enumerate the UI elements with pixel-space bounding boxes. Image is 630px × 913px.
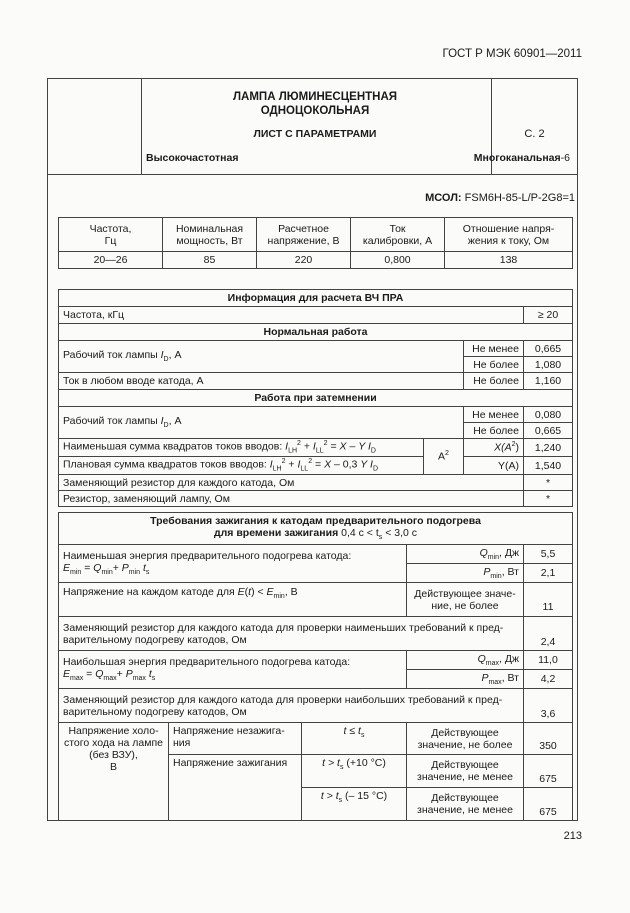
multichannel-label: Многоканальная-6 [473, 152, 570, 164]
ilcos-code: МСОЛ: FSM6H-85-L/P-2G8=1 [425, 192, 575, 204]
page-ref: С. 2 [524, 128, 545, 140]
standard-number: ГОСТ Р МЭК 60901—2011 [442, 48, 582, 60]
dw-max: 0,665 [524, 423, 573, 439]
y-label: Y(A) [464, 457, 524, 475]
dim-work-current: Рабочий ток лампы $I_D$, А [59, 407, 464, 439]
max-label: Не более [464, 423, 524, 439]
value-current: 0,800 [351, 252, 445, 269]
normal-work-current: Рабочий ток лампы $I_D$, А [59, 341, 464, 373]
x-value: 1,240 [524, 439, 573, 457]
nw-min: 0,665 [524, 341, 573, 357]
y-value: 1,540 [524, 457, 573, 475]
v2: 675 [524, 755, 573, 788]
q-min: 5,5 [524, 545, 573, 564]
ignition-table [58, 512, 573, 821]
max-label: Не более [464, 373, 524, 390]
page-number: 213 [563, 830, 582, 842]
q-max-label: $Q_{max}$, Дж [407, 651, 524, 670]
voltage-value: 11 [524, 583, 573, 617]
min-label: Не менее [464, 341, 524, 357]
title-line-2: ОДНОЦОКОЛЬНАЯ [260, 105, 370, 117]
voltage-each: Напряжение на каждом катоде для $E(t) < E_{min}$, В [59, 583, 407, 617]
ocv-label: Напряжение холо- стого хода на лампе (без ВЗУ), В [59, 723, 169, 821]
normal-title: Нормальная работа [59, 324, 573, 341]
res-max: Заменяющий резистор для каждого катода для проверки наибольших требований к пред- варительному подогреву катодов, Ом [59, 689, 524, 723]
freq-value: ≥ 20 [524, 307, 573, 324]
value-voltage: 220 [257, 252, 351, 269]
freq-label: Частота, кГц [59, 307, 524, 324]
p-min-label: $P_{min}$, Вт [407, 564, 524, 583]
p-max: 4,2 [524, 670, 573, 689]
effective-not-more: Действующее значе- ние, не более [407, 583, 524, 617]
value-ratio: 138 [445, 252, 573, 269]
lamp-title [150, 90, 480, 118]
res-min: Заменяющий резистор для каждого катода для проверки наименьших требований к пред- варительному подогреву катодов, Ом [59, 617, 524, 651]
cathode-current: Ток в любом вводе катода, А [59, 373, 464, 390]
eff-notless-2: Действующее значение, не менее [407, 788, 524, 821]
title-line-1: ЛАМПА ЛЮМИНЕСЦЕНТНАЯ [232, 91, 398, 103]
ballast-title: Информация для расчета ВЧ ПРА [59, 290, 573, 307]
p-min: 2,1 [524, 564, 573, 583]
cathode-max: 1,160 [524, 373, 573, 390]
lamp-resistor-value: * [524, 491, 573, 507]
p-max-label: $P_{max}$, Вт [407, 670, 524, 689]
eff-notless-1: Действующее значение, не менее [407, 755, 524, 788]
min-energy: Наименьшая энергия предварительного подогрева катода: $E_{min} = Q_{min}+ P_{min}$ $t_s$ [59, 545, 407, 583]
min-label: Не менее [464, 407, 524, 423]
value-frequency: 20—26 [59, 252, 163, 269]
eff-notmore: Действующее значение, не более [407, 723, 524, 755]
v1: 350 [524, 723, 573, 755]
cond-3: $t > t_s$ (– 15 °С) [302, 788, 407, 821]
col-ratio: Отношение напря- жения к току, Ом [445, 218, 573, 252]
q-max: 11,0 [524, 651, 573, 670]
lamp-resistor: Резистор, заменяющий лампу, Ом [59, 491, 524, 507]
max-label: Не более [464, 357, 524, 373]
header-left-divider [141, 78, 142, 175]
x-label: $X(A^2)$ [464, 439, 524, 457]
q-min-label: $Q_{min}$, Дж [407, 545, 524, 564]
col-frequency: Частота, Гц [59, 218, 163, 252]
col-power: Номинальная мощность, Вт [163, 218, 257, 252]
nw-max: 1,080 [524, 357, 573, 373]
sheet-subtitle: ЛИСТ С ПАРАМЕТРАМИ [253, 128, 377, 140]
plan-sum: Плановая сумма квадратов токов вводов: $I_{LH}^2 + I_{LL}^2 = X - 0,3$ Y $I_D$ [59, 457, 424, 475]
ignition-title: Требования зажигания к катодам предварительного подогрева для времени зажигания 0,4 $с < t_s < 3,0$ с [59, 513, 573, 545]
cathode-resistor-value: * [524, 475, 573, 491]
frequency-type: Высокочастотная [146, 152, 239, 164]
v3: 675 [524, 788, 573, 821]
cond-2: $t > t_s$ (+10 °С) [302, 755, 407, 788]
col-current: Ток калибровки, А [351, 218, 445, 252]
cathode-resistor: Заменяющий резистор для каждого катода, Ом [59, 475, 524, 491]
a2-unit: $A^2$ [424, 439, 464, 475]
value-power: 85 [163, 252, 257, 269]
dim-title: Работа при затемнении [59, 390, 573, 407]
min-sum: Наименьшая сумма квадратов токов вводов: $I_{LH}^2 + I_{LL}^2 = X - Y$ $I_D$ [59, 439, 424, 457]
res-min-value: 2,4 [524, 617, 573, 651]
ballast-table [58, 289, 573, 507]
max-energy: Наибольшая энергия предварительного подогрева катода: $E_{max} = Q_{max}+ P_{max}$ $t_s$ [59, 651, 407, 689]
col-voltage: Расчетное напряжение, В [257, 218, 351, 252]
no-ign-label: Напряжение незажига- ния [169, 723, 302, 755]
dw-min: 0,080 [524, 407, 573, 423]
ign-label: Напряжение зажигания [169, 755, 302, 821]
res-max-value: 3,6 [524, 689, 573, 723]
params-table [58, 217, 573, 269]
cond-1: $t \le t_s$ [302, 723, 407, 755]
